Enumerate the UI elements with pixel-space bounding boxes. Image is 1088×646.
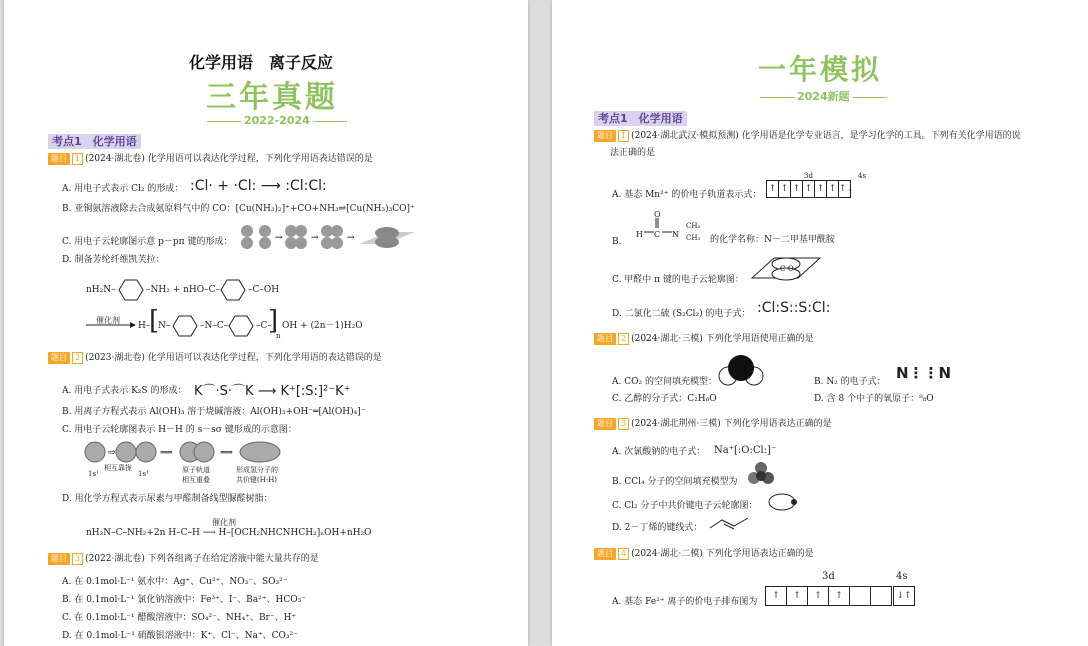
orbital-diagram-4s: ↓↑ bbox=[894, 586, 915, 606]
question-1: 题目 1 (2024·湖北卷) 化学用语可以表达化学过程，下列化学用语表达错误的是 bbox=[48, 153, 373, 166]
svg-text:→: → bbox=[275, 233, 283, 243]
right-page: 一年模拟 2024新题 考点1 化学用语 题目 1 (2024·湖北武汉·模拟预测) 化学用语是化学专业语言，是学习化学的工具。下列有关化学用语的说 法正确的是 3d 4s A. 基态 Mn²⁺ 的价电子轨道表示式： ↑ ↑ ↑ ↑ ↑ ↑ ↑↓ B. O H C N CH₃ CH₃ 的化学名称：N－二甲基甲酰胺 C. 甲醛中 π 键的电子云轮廓图： C O D. 二氯化二硫 (S₂Cl₂) 的电子式： :Cl:S::S:Cl: 题目 2 (2024·湖北·三模) 下列化学用语使用正确的是 A. CO₂ 的空间填充模型： B. N₂ 的电子式： N⋮⋮N C. 乙醇的分子式：C₂H₆O D. 含 8 个中子的氧原子：⁸₈O 题目 3 (2024·湖北荆州·三模) 下列化学用语表达正确的是 A. 次氯酸钠的电子式： Na⁺[:O:Cl:]⁻ B. CCl₄ 分子的空间填充模型为 C. Cl₂ 分子中共价键电子云轮廓图： D. 2－丁烯的键线式： 题目 4 (2024·湖北·二模) 下列化学用语表达正确的是 3d 4s A. 基态 Fe²⁺ 离子的价电子排布图为 ↑ ↑ ↑ ↑ ↓↑ bbox=[552, 0, 1088, 646]
option-b: B. 亚铜氨溶液除去合成氨原料气中的 CO：[Cu(NH₃)₂]⁺+CO+NH₃⇌[Cu(NH₃)₃CO]⁺ bbox=[62, 204, 415, 214]
option-b: B. 用离子方程式表示 Al(OH)₃ 溶于烧碱溶液：Al(OH)₃+OH⁻═[Al(OH)₄]⁻ bbox=[62, 407, 366, 417]
orbital-box: ↑ bbox=[786, 586, 808, 606]
option-d: D. 制备芳纶纤维凯芙拉： bbox=[62, 255, 165, 265]
option-d: D. 二氯化二硫 (S₂Cl₂) 的电子式： bbox=[612, 309, 751, 319]
question-stem: (2023·湖北卷) 化学用语可以表达化学过程，下列化学用语的表达错误的是 bbox=[85, 353, 382, 363]
orbital-box bbox=[870, 586, 892, 606]
electron-formula: Na⁺[:O:Cl:]⁻ bbox=[714, 445, 777, 456]
question-stem: (2022·湖北卷) 下列各组离子在给定溶液中能大量共存的是 bbox=[85, 554, 319, 564]
option-c: C. 在 0.1mol·L⁻¹ 醋酸溶液中：SO₄²⁻、NH₄⁺、Br⁻、H⁺ bbox=[62, 613, 297, 623]
option-a: A. 在 0.1mol·L⁻¹ 氨水中：Ag⁺、Cu²⁺、NO₃⁻、SO₃²⁻ bbox=[62, 577, 288, 587]
question-badge: 题目 bbox=[594, 130, 616, 142]
option-a: A. CO₂ 的空间填充模型： bbox=[612, 377, 717, 387]
ccl4-model bbox=[748, 462, 774, 488]
orbital-box: ↑ bbox=[807, 586, 829, 606]
question-badge: 题目 bbox=[48, 153, 70, 165]
co2-model bbox=[718, 354, 764, 388]
question-stem: (2024·湖北武汉·模拟预测) 化学用语是化学专业语言，是学习化学的工具。下列有关化学用语的说 bbox=[631, 131, 1021, 141]
option-b: B. 在 0.1mol·L⁻¹ 氯化钠溶液中：Fe³⁺、I⁻、Ba²⁺、HCO₃⁻ bbox=[62, 595, 306, 605]
question-stem: (2024·湖北卷) 化学用语可以表达化学过程，下列化学用语表达错误的是 bbox=[85, 154, 373, 164]
option-d: D. 用化学方程式表示尿素与甲醛制备线型脲醛树脂： bbox=[62, 494, 273, 504]
skeletal-formula bbox=[708, 516, 760, 532]
orbital-box: ↑ bbox=[766, 180, 779, 198]
question-1: 题目 1 (2024·湖北武汉·模拟预测) 化学用语是化学专业语言，是学习化学的工具。下列有关化学用语的说 bbox=[594, 130, 1021, 143]
orbital-diagram bbox=[766, 586, 892, 606]
left-page: 化学用语 离子反应 三年真题 2022-2024 考点1 化学用语 题目 1 (2024·湖北卷) 化学用语可以表达化学过程，下列化学用语表达错误的是 A. 用电子式表示 Cl₂ 的形成： :Cl· + ·Cl: ⟶ :Cl:Cl: B. 亚铜氨溶液除去合成氨原料气中的 CO：[Cu(NH₃)₂]⁺+CO+NH₃⇌[Cu(NH₃)₃CO]⁺ C. 用电子云轮廓图示意 p－pπ 键的形成： → → → D. 制备芳纶纤维凯芙拉： nH₂N– –NH₂ + nHO–C– –C–OH 催化剂 H– [ N– –N–C– –C– ] n OH + (2n－1)H₂O 题目 2 (2023·湖北卷) 化学用语可以表达化学过程，下列化学用语的表达错误的是 A. 用电子式表示 K₂S 的形成： K⌒·S·⌒K ⟶ K⁺[:S:]²⁻K⁺ B. 用离子方程式表示 Al(OH)₃ 溶于烧碱溶液：Al(OH)₃+OH⁻═[Al(OH)₄]⁻ C. 用电子云轮廓图表示 H－H 的 s－sσ 键形成的示意图： ⇨ ⟹ ⟹ 1s¹ 相互靠拢 1s¹ 原子轨道 相互重叠 形成氢分子的 共价键(H-H) D. 用化学方程式表示尿素与甲醛制备线型脲醛树脂： 催化剂 nH₂N–C–NH₂+2n H–C–H ⟶ H–[OCH₂NHCNHCH₂]ₙOH+nH₂O 题目 3 (2022·湖北卷) 下列各组离子在给定溶液中能大量共存的是 A. 在 0.1mol·L⁻¹ 氨水中：Ag⁺、Cu²⁺、NO₃⁻、SO₃²⁻ B. 在 0.1mol·L⁻¹ 氯化钠溶液中：Fe³⁺、I⁻、Ba²⁺、HCO₃⁻ C. 在 0.1mol·L⁻¹ 醋酸溶液中：SO₄²⁻、NH₄⁺、Br⁻、H⁺ D. 在 0.1mol·L⁻¹ 硝酸银溶液中：K⁺、Cl⁻、Na⁺、CO₃²⁻ bbox=[4, 0, 528, 646]
option-c: C. 用电子云轮廓图表示 H－H 的 s－sσ 键形成的示意图： bbox=[62, 425, 297, 435]
option-d: D. 2－丁烯的键线式： bbox=[612, 523, 703, 533]
orbital-box: ↑ bbox=[765, 586, 787, 606]
benzene-ring bbox=[116, 276, 146, 304]
chemical-name: 的化学名称：N－二甲基甲酰胺 bbox=[710, 235, 835, 245]
option-b: B. bbox=[612, 237, 622, 247]
orbital-box bbox=[849, 586, 871, 606]
option-a: A. 次氯酸钠的电子式： bbox=[612, 447, 706, 457]
pi-bond-diagram bbox=[750, 254, 822, 284]
question-stem: (2024·湖北荆州·三模) 下列化学用语表达正确的是 bbox=[631, 419, 832, 429]
option-a: A. 基态 Fe²⁺ 离子的价电子排布图为 bbox=[612, 597, 758, 607]
benzene-ring bbox=[226, 312, 256, 340]
orbital-box: ↑ bbox=[790, 180, 803, 198]
section-title: 一年模拟 bbox=[758, 53, 883, 86]
option-c: C. 乙醇的分子式：C₂H₆O bbox=[612, 394, 717, 404]
orbital-box: ↑↓ bbox=[838, 180, 851, 198]
benzene-ring bbox=[218, 276, 248, 304]
kaodian-header: 考点1 化学用语 bbox=[594, 107, 687, 126]
svg-text:→: → bbox=[347, 233, 355, 243]
question-3: 题目 3 (2022·湖北卷) 下列各组离子在给定溶液中能大量共存的是 bbox=[48, 553, 319, 566]
option-c: C. 用电子云轮廓图示意 p－pπ 键的形成： bbox=[62, 237, 233, 247]
topic-title: 化学用语 离子反应 bbox=[189, 53, 334, 72]
option-c: C. 甲醛中 π 键的电子云轮廓图： bbox=[612, 275, 744, 285]
year-range: 2024新题 bbox=[757, 88, 890, 104]
orbital-box: ↑ bbox=[814, 180, 827, 198]
electron-formula: :Cl· + ·Cl: ⟶ :Cl:Cl: bbox=[190, 178, 327, 194]
question-3: 题目 3 (2024·湖北荆州·三模) 下列化学用语表达正确的是 bbox=[594, 418, 832, 431]
reaction-arrow bbox=[86, 322, 136, 328]
benzene-ring bbox=[170, 312, 200, 340]
option-a: A. 用电子式表示 K₂S 的形成： bbox=[62, 386, 187, 396]
orbital-box: ↑ bbox=[828, 586, 850, 606]
svg-text:⟹: ⟹ bbox=[220, 448, 233, 458]
option-d: D. 在 0.1mol·L⁻¹ 硝酸银溶液中：K⁺、Cl⁻、Na⁺、CO₃²⁻ bbox=[62, 631, 298, 641]
question-4: 题目 4 (2024·湖北·二模) 下列化学用语表达正确的是 bbox=[594, 548, 814, 561]
option-a: A. 基态 Mn²⁺ 的价电子轨道表示式： bbox=[612, 190, 762, 200]
reaction-formula: nH₂N–C–NH₂+2n H–C–H ⟶ H–[OCH₂NHCNHCH₂]ₙOH+nH₂O bbox=[86, 528, 372, 538]
orbital-box: ↑ bbox=[802, 180, 815, 198]
question-badge: 题目 bbox=[594, 333, 616, 345]
question-badge: 题目 bbox=[48, 352, 70, 364]
svg-text:→: → bbox=[311, 233, 319, 243]
s-orbital-diagram bbox=[84, 440, 284, 464]
orbital-diagram bbox=[767, 180, 855, 198]
p-orbital-diagram bbox=[239, 224, 419, 250]
electron-formula: K⌒·S·⌒K ⟶ K⁺[:S:]²⁻K⁺ bbox=[194, 384, 351, 399]
svg-text:⟹: ⟹ bbox=[160, 448, 173, 458]
orbital-box: ↑ bbox=[778, 180, 791, 198]
question-badge: 题目 bbox=[594, 548, 616, 560]
option-a: A. 用电子式表示 Cl₂ 的形成： bbox=[62, 184, 184, 194]
option-b: B. N₂ 的电子式： bbox=[814, 377, 886, 387]
option-b: B. CCl₄ 分子的空间填充模型为 bbox=[612, 477, 738, 487]
question-stem: (2024·湖北·三模) 下列化学用语使用正确的是 bbox=[631, 334, 814, 344]
svg-text:O: O bbox=[788, 265, 794, 273]
year-range: 2022-2024 bbox=[204, 114, 350, 127]
cl2-cloud-diagram bbox=[768, 492, 800, 512]
option-d: D. 含 8 个中子的氧原子：⁸₈O bbox=[814, 394, 934, 404]
kaodian-header: 考点1 化学用语 bbox=[48, 130, 141, 149]
electron-formula: N⋮⋮N bbox=[896, 364, 952, 382]
question-2: 题目 2 (2023·湖北卷) 化学用语可以表达化学过程，下列化学用语的表达错误的是 bbox=[48, 352, 382, 365]
question-2: 题目 2 (2024·湖北·三模) 下列化学用语使用正确的是 bbox=[594, 333, 814, 346]
question-badge: 题目 bbox=[594, 418, 616, 430]
option-c: C. Cl₂ 分子中共价键电子云轮廓图： bbox=[612, 501, 758, 511]
electron-formula: :Cl:S::S:Cl: bbox=[757, 300, 831, 316]
svg-text:⇨: ⇨ bbox=[108, 448, 116, 458]
orbital-box: ↑ bbox=[826, 180, 839, 198]
section-title: 三年真题 bbox=[206, 80, 338, 115]
question-stem: (2024·湖北·二模) 下列化学用语表达正确的是 bbox=[631, 549, 814, 559]
question-badge: 题目 bbox=[48, 553, 70, 565]
svg-text:C: C bbox=[780, 265, 786, 273]
